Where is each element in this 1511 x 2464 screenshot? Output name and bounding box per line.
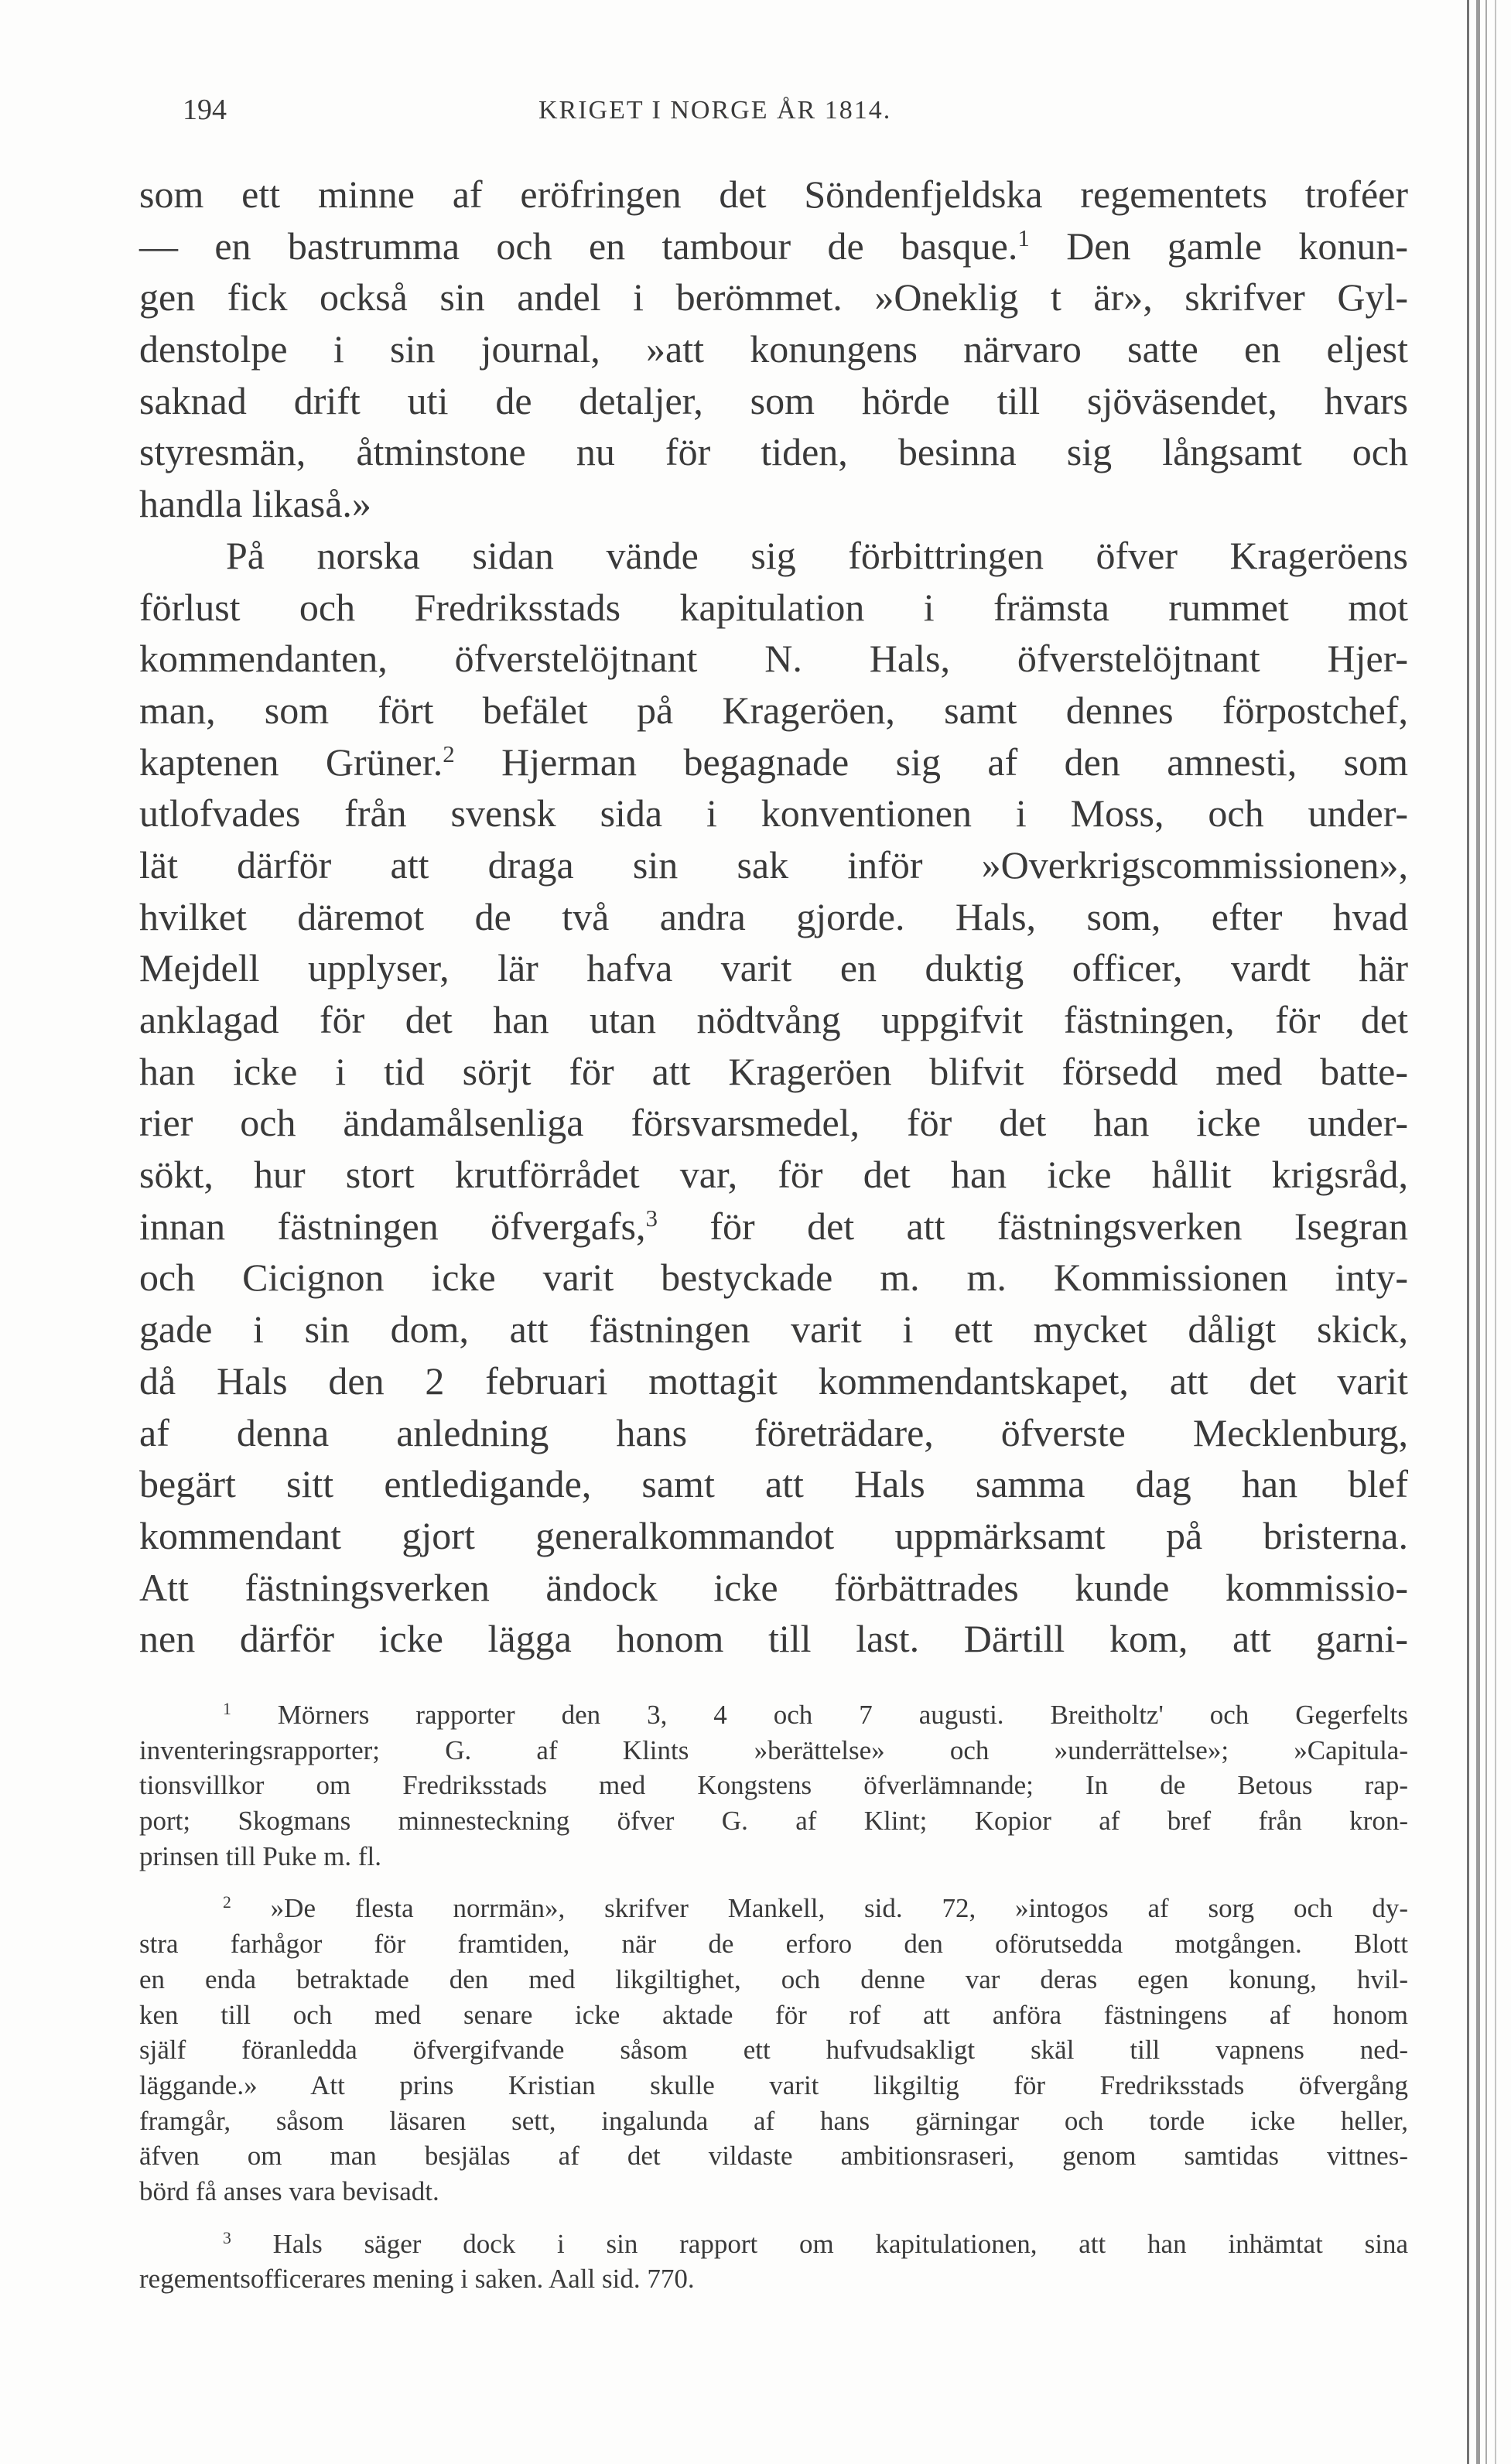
footnote-gap: [139, 2209, 1408, 2226]
footnote-marker: 3: [223, 2228, 231, 2247]
body-line: nen därför icke lägga honom till last. Därtill kom, att garni-: [139, 1617, 1408, 1661]
body-line: Mejdell upplyser, lär hafva varit en duktig officer, vardt här: [139, 946, 1408, 990]
body-line: då Hals den 2 februari mottagit kommendantskapet, att det varit: [139, 1358, 1408, 1403]
footnote-line: prinsen till Puke m. fl.: [139, 1840, 382, 1871]
footnote-marker: 1: [1017, 224, 1030, 251]
footnotes: [139, 1697, 1408, 2297]
body-line: utlofvades från svensk sida i konventionen i Moss, och under-: [139, 791, 1408, 836]
body-line: styresmän, åtminstone nu för tiden, besinna sig långsamt och: [139, 430, 1408, 474]
body-line: lät därför att draga sin sak inför »Overkrigscommissionen»,: [139, 842, 1408, 887]
body-line: På norska sidan vände sig förbittringen öfver Krageröens: [226, 533, 1408, 577]
footnote-line: äfven om man besjälas af det vildaste ambitionsraseri, genom samtidas vittnes-: [139, 2141, 1408, 2172]
body-line: rier och ändamålsenliga försvarsmedel, för det han icke under-: [139, 1101, 1408, 1145]
body-line: och Cicignon icke varit bestyckade m. m. Kommissionen inty-: [139, 1256, 1408, 1300]
footnote-line: [139, 2226, 1408, 2262]
body-line: [139, 1201, 1408, 1253]
footnote-line: [139, 1891, 1408, 1926]
body-line: denstolpe i sin journal, »att konungens närvaro satte en eljest: [139, 327, 1408, 371]
body-line: kommendanten, öfverstelöjtnant N. Hals, öfverstelöjtnant Hjer-: [139, 637, 1408, 681]
footnote-line: börd få anses vara bevisadt.: [139, 2175, 439, 2206]
footnote-marker: 3: [645, 1204, 658, 1232]
body-line: anklagad för det han utan nödtvång uppgifvit fästningen, för det: [139, 998, 1408, 1041]
footnote-gap: [139, 1874, 1408, 1891]
body-line: förlust och Fredriksstads kapitulation i främsta rummet mot: [139, 585, 1408, 629]
page-edge-shadow: [1485, 0, 1487, 2464]
body-line: Att fästningsverken ändock icke förbättrades kunde kommissio-: [139, 1565, 1408, 1609]
body-line: gen fick också sin andel i berömmet. »Oneklig t är», skrifver Gyl-: [139, 275, 1408, 320]
body-line-text: Den gamle konun-: [1029, 224, 1409, 268]
footnote-line: stra farhågor för framtiden, när de erforo den oförutsedda motgången. Blott: [139, 1929, 1408, 1960]
body-line: man, som fört befälet på Krageröen, samt dennes förpostchef,: [139, 688, 1408, 732]
footnote-line-text: Mörners rapporter den 3, 4 och 7 augusti. Breitholtz' och Gegerfelts: [231, 1700, 1408, 1730]
body-line-text: för det att fästningsverken Isegran: [658, 1204, 1408, 1248]
body-text: [139, 169, 1408, 1665]
body-line-text: kaptenen Grüner.: [139, 740, 443, 784]
body-line: begärt sitt entledigande, samt att Hals samma dag han blef: [139, 1462, 1408, 1506]
body-line: saknad drift uti de detaljer, som hörde till sjöväsendet, hvars: [139, 378, 1408, 422]
footnote-line: tionsvillkor om Fredriksstads med Kongstens öfverlämnande; In de Betous rap-: [139, 1770, 1408, 1801]
running-head: [183, 93, 1413, 139]
footnote-marker: 2: [223, 1893, 231, 1912]
footnote-line: en enda betraktade den med likgiltighet, och denne var deras egen konung, hvil-: [139, 1963, 1408, 1994]
footnote-marker: 1: [223, 1700, 231, 1719]
footnote-line-text: Hals säger dock i sin rapport om kapitulationen, att han inhämtat sina: [231, 2228, 1408, 2259]
page-edge-shadow: [1467, 0, 1469, 2464]
body-line: af denna anledning hans företrädare, öfverste Mecklenburg,: [139, 1410, 1408, 1454]
footnote-line: ken till och med senare icke aktade för rof att anföra fästningens af honom: [139, 1999, 1408, 2030]
page-edge-shadow: [1476, 0, 1480, 2464]
footnote-line: [139, 1697, 1408, 1733]
footnote-line: själf föranledda öfvergifvande såsom ett hufvudsakligt skäl till vapnens ned-: [139, 2035, 1408, 2066]
body-line: handla likaså.»: [139, 482, 371, 526]
body-line-text: Hjerman begagnade sig af den amnesti, som: [454, 740, 1408, 784]
page-number: 194: [183, 94, 227, 126]
footnote-line: inventeringsrapporter; G. af Klints »berättelse» och »underrättelse»; »Capitula-: [139, 1734, 1408, 1765]
footnote-line: port; Skogmans minnesteckning öfver G. af Klint; Kopior af bref från kron-: [139, 1806, 1408, 1837]
body-line: kommendant gjort generalkommandot uppmärksamt på bristerna.: [139, 1513, 1408, 1557]
body-line-text: — en bastrumma och en tambour de basque.: [139, 224, 1018, 268]
footnote-line: framgår, såsom läsaren sett, ingalunda af hans gärningar och torde icke heller,: [139, 2105, 1408, 2136]
running-title: KRIGET I NORGE ÅR 1814.: [538, 96, 892, 125]
body-line-text: innan fästningen öfvergafs,: [139, 1204, 646, 1248]
footnote-line: läggande.» Att prins Kristian skulle varit likgiltig för Fredriksstads öfvergång: [139, 2069, 1408, 2100]
body-line: sökt, hur stort krutförrådet var, för det han icke hållit krigsråd,: [139, 1153, 1408, 1197]
body-line: hvilket däremot de två andra gjorde. Hals, som, efter hvad: [139, 894, 1408, 938]
footnote-line-text: »De flesta norrmän», skrifver Mankell, sid. 72, »intogos af sorg och dy-: [231, 1893, 1408, 1924]
body-line: han icke i tid sörjt för att Krageröen blifvit försedd med batte-: [139, 1049, 1408, 1093]
page-edge-shadow: [1495, 0, 1496, 2464]
body-line: som ett minne af eröfringen det Söndenfjeldska regementets troféer: [139, 173, 1408, 216]
footnote-line: regementsofficerares mening i saken. Aall sid. 770.: [139, 2264, 695, 2295]
body-line: [139, 220, 1408, 272]
footnote-marker: 2: [443, 740, 455, 767]
body-line: [139, 736, 1408, 788]
body-line: gade i sin dom, att fästningen varit i ett mycket dåligt skick,: [139, 1307, 1408, 1352]
